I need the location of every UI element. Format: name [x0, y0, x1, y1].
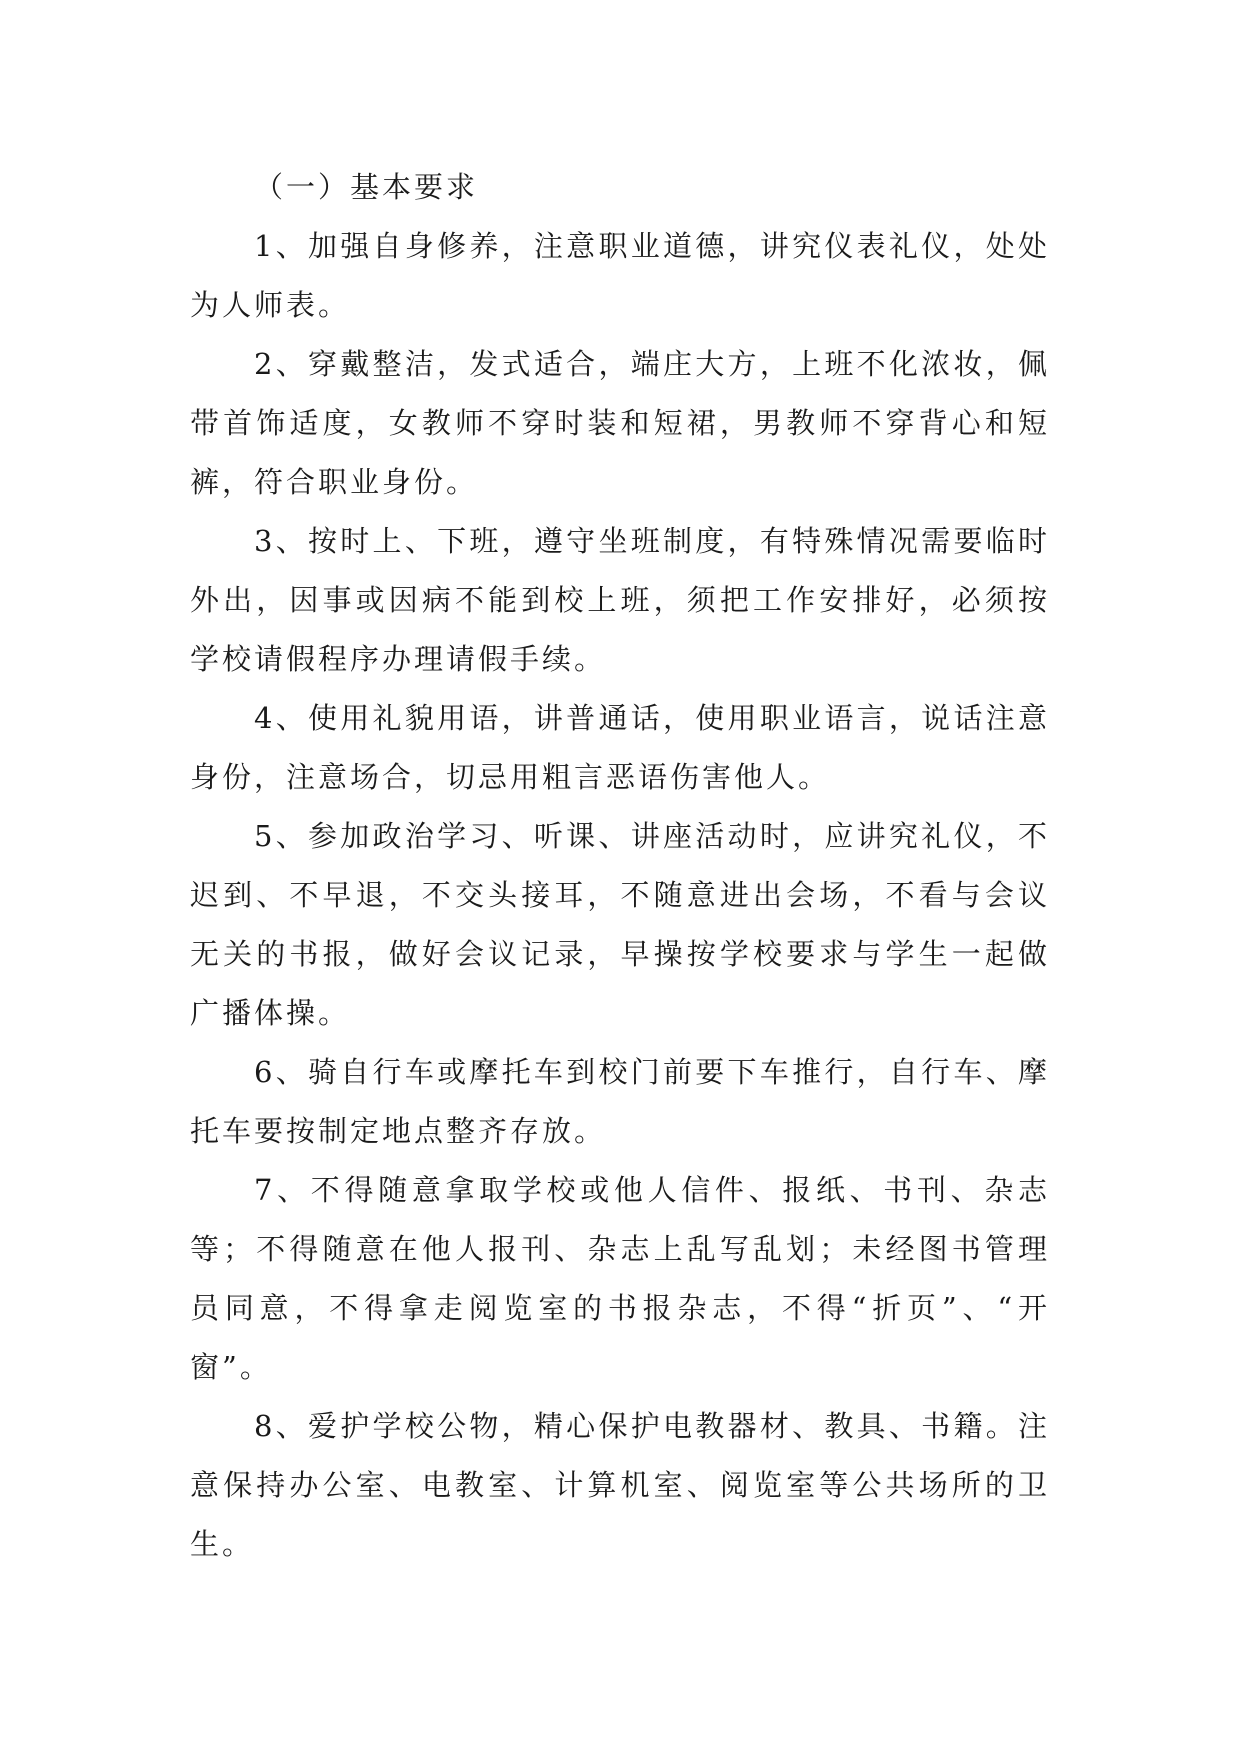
- document-body: [190, 158, 1050, 1574]
- paragraph-6: 6、骑自行车或摩托车到校门前要下车推行，自行车、摩托车要按制定地点整齐存放。: [190, 1055, 1050, 1148]
- paragraph-3: 3、按时上、下班，遵守坐班制度，有特殊情况需要临时外出，因事或因病不能到校上班，须把工作安排好，必须按学校请假程序办理请假手续。: [190, 524, 1050, 676]
- paragraph-4: 4、使用礼貌用语，讲普通话，使用职业语言，说话注意身份，注意场合，切忌用粗言恶语伤害他人。: [190, 701, 1050, 794]
- section-heading: （一）基本要求: [254, 170, 479, 204]
- paragraph-8: 8、爱护学校公物，精心保护电教器材、教具、书籍。注意保持办公室、电教室、计算机室、阅览室等公共场所的卫生。: [190, 1409, 1050, 1561]
- paragraph-2: 2、穿戴整洁，发式适合，端庄大方，上班不化浓妆，佩带首饰适度，女教师不穿时装和短裙，男教师不穿背心和短裤，符合职业身份。: [190, 347, 1050, 499]
- paragraph-7: 7、不得随意拿取学校或他人信件、报纸、书刊、杂志等；不得随意在他人报刊、杂志上乱写乱划；未经图书管理员同意，不得拿走阅览室的书报杂志，不得“折页”、“开窗”。: [190, 1173, 1050, 1384]
- paragraph-5: 5、参加政治学习、听课、讲座活动时，应讲究礼仪，不迟到、不早退，不交头接耳，不随意进出会场，不看与会议无关的书报，做好会议记录，早操按学校要求与学生一起做广播体操。: [190, 819, 1050, 1030]
- paragraph-1: 1、加强自身修养，注意职业道德，讲究仪表礼仪，处处为人师表。: [190, 229, 1050, 322]
